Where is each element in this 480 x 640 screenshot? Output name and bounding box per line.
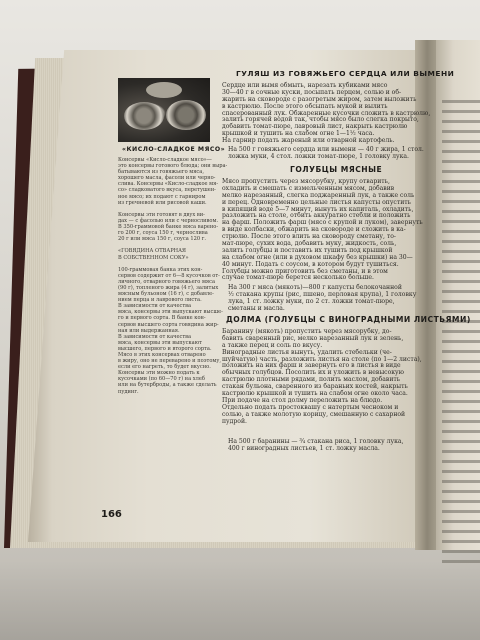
text-line: нием перца и лаврового листа. [118,297,202,304]
text-line: Консервы эти готовят в двух ви- [118,211,205,218]
text-line: сметаны и масла. [228,304,285,312]
page-number: 166 [101,509,122,520]
text-line: залить голубцы и поставить их тушить под крышкой [222,246,393,254]
goulash-text [222,82,430,144]
text-line: Виноградные листья вынуть, удалить стебельки (че- [222,348,392,356]
text-line: личного, отварного говяжьего мяса [118,278,216,285]
text-line: обычных голубцов. Посолить их и уложить в невысокую [222,369,404,377]
text-line: солью, а также молотую корицу, смешанную с сахарной [222,410,406,418]
text-line: случае томат-пюре берется несколько больше. [222,274,374,282]
text-line: слива. Консервы «Кисло-сладкое мя- [118,181,219,188]
text-line: положить на них фарш и завернуть его в листья в виде [222,362,401,370]
text-line: пудинг. [118,388,139,395]
dolma-ingredients [228,438,403,452]
text-line: бавить сваренный рис, мелко нарезанный лук и зелень, [222,334,404,342]
text-line: и перец. Одновременно цельные листья капусты опустить [222,198,411,206]
text-line: На 300 г мяса (мякоть)—800 г капусты белокочанной [228,284,402,291]
photo-caption: «КИСЛО-СЛАДКОЕ МЯСО» [122,146,226,153]
golubtsy-ingredients [228,284,416,312]
text-line: Баранину (мякоть) пропустить через мясорубку, до- [222,328,392,335]
heading-goulash: ГУЛЯШ ИЗ ГОВЯЖЬЕГО СЕРДЦА ИЛИ ВЫМЕНИ [236,69,455,78]
text-line: добавить томат-пюре, лавровый лист, накрыть кастрюлю [222,123,408,131]
text-line: На 500 г говяжьего сердца или вымени — 40 г жира, 1 стол. [228,146,424,153]
text-line: 40 минут. Подать с соусом, в котором будут тушиться. [222,260,399,268]
text-line: Голубцы можно приготовить без сметаны, и в этом [222,267,388,275]
text-line: мелко нарезанный, слегка поджаренный лук, а также соль [222,191,415,199]
text-line: разложить на столе, отбить аккуратно стебли и положить [222,212,411,220]
dolma-text [222,328,422,424]
text-line: го и первого сорта. В банке кон- [118,315,206,322]
text-line: ложка муки, 4 стол. ложки томат-пюре, 1 головку лука. [228,152,409,160]
text-line: в кипящий воде 5—7 минут, вынуть их капиталь, охладить, [222,205,414,213]
goulash-ingredients [228,146,424,160]
text-line: со» сладковатого вкуса, перетушен- [118,187,216,194]
text-line: Мясо пропустить через мясорубку, крупу отварить, [222,178,390,185]
text-line: крышкой и тушить на слабом огне 1—1½ часа. [222,130,375,138]
text-line: ная или выдержанная. [118,327,180,334]
left-column-text [118,158,227,396]
text-line: На 500 г баранины — ¾ стакана риса, 1 головку лука, [228,438,404,445]
text-line: шуйчатую) часть, разложить листья на столе (по 1—2 листа), [222,355,422,363]
text-line: лука, 1 ст. ложку муки, по 2 ст. ложки томат-пюре, [228,297,395,305]
text-line: В 350-граммовой банке мяса варено- [118,224,219,231]
text-line: из гречневой или рисовой каши. [118,199,207,206]
text-line: кусочками (по 60—70 г) на хлеб [118,376,205,383]
text-line: а также перец и соль по вкусу. [222,341,323,349]
text-line: в жиру, оно не переварено и поэтому, [118,358,221,365]
text-line: ½ стакана крупы (рис, пшено, перловая крупа), 1 головку [228,290,417,298]
text-line: мат-пюре, сухих вода, добавить муку, жидкость, соль, [222,240,397,248]
heading-golubtsy: ГОЛУБЦЫ МЯСНЫЕ [290,165,383,174]
text-line: В СОБСТВЕННОМ СОКУ» [118,254,189,261]
text-line: хорошего масла, фасоли или черно- [118,175,216,182]
text-line: пудрой. [222,417,247,425]
text-line: мяса, консервы эти выпускают высше- [118,309,223,316]
text-line: 20 г или мяса 150 г, соуса 120 г. [118,236,207,243]
text-line: В зависимости от качества [118,333,192,340]
text-line: кастрюлю крышкой и тушить на слабом огне около часа. [222,390,408,398]
text-line: дах — с фасолью или с черносливом. [118,217,219,224]
dish-image [166,100,206,130]
text-line: кастрюлю плотными рядами, полить маслом, добавить [222,376,401,384]
text-line: в виде колбаски, обжарить на сковороде и сложить в ка- [222,226,406,234]
text-line: 30—40 г в сочные куски, посыпать перцем, солью и об- [222,88,402,96]
text-line: Консервы «Кисло-сладкое мясо»— [118,157,212,163]
text-line: в кастрюлю. После этого обсыпать мукой и вылить [222,102,388,110]
text-line: ное мясо; их подают с гарниром [118,193,206,200]
text-line: мясным бульоном (16 г), с добавле- [118,291,214,298]
text-line: стакан бульона, сваренного из бараньих костей, накрыть [222,383,408,391]
text-line: спасерованный лук. Обжаренные кусочки сложить в кастрюлю, [222,109,431,117]
bread-image [146,82,182,98]
heading-dolma: ДОЛМА (ГОЛУБЦЫ С ВИНОГРАДНЫМИ ЛИСТЬЯМИ) [226,315,471,324]
text-line: стрюлю. После этого влить на сковороду сметану, то- [222,233,396,241]
text-line: это консервы готового блюда; они выра- [118,163,228,170]
text-line: батываются из говяжьего мяса, [118,169,204,176]
text-line: сервов содержит от 6—8 кусочков от- [118,272,220,279]
text-line: сервов высшего сорта говядина жир- [118,321,219,328]
text-line: мяса, консервы эти выпускают [118,339,202,346]
text-line: жарить на сковороде с разогретым жиром, затем выложить [222,95,417,103]
text-line: Консервы эти можно подать к [118,370,200,377]
text-line: 100-граммовая банка этих кон- [118,266,203,273]
text-line: Отдельно подать простоквашу с натертым чесноком и [222,403,399,411]
text-line: охладить и смешать с измельченным мясом, добавив [222,184,395,192]
text-line: если его нагреть, то будет вкусно. [118,364,211,371]
dish-image [124,102,164,130]
text-line: го 200 г, соуса 150 г, чернослива [118,230,208,237]
text-line: На гарнир подать жареный или отварной картофель. [222,137,395,145]
food-photo [118,78,210,142]
text-line: или на бутерброды, а также сделать [118,382,217,389]
text-line: залить горячей водой так, чтобы мясо было слегка покрыто, [222,116,419,124]
golubtsy-text [222,178,423,281]
text-line: 400 г виноградных листьев, 1 ст. ложку масла. [228,444,380,452]
text-line: В зависимости от качества [118,303,192,310]
text-line: на фарш. Положить фарш (мясо с крупой и луком), завернуть [222,219,423,227]
text-line: «ГОВЯДИНА ОТВАРНАЯ [118,248,187,255]
text-line: (90 г), топленого жира (4 г), залитых [118,284,219,291]
text-line: При подаче на стол долму переложить на блюдо. [222,396,383,404]
text-line: Сердце или вымя обмыть, нарезать кубиками мясо [222,82,388,89]
text-line: Мясо в этих консервах отварено [118,352,206,358]
text-line: на слабом огне (или в духовом шкафу без крышки) на 30— [222,253,413,261]
text-line: высшего, первого и второго сорта. [118,345,212,352]
